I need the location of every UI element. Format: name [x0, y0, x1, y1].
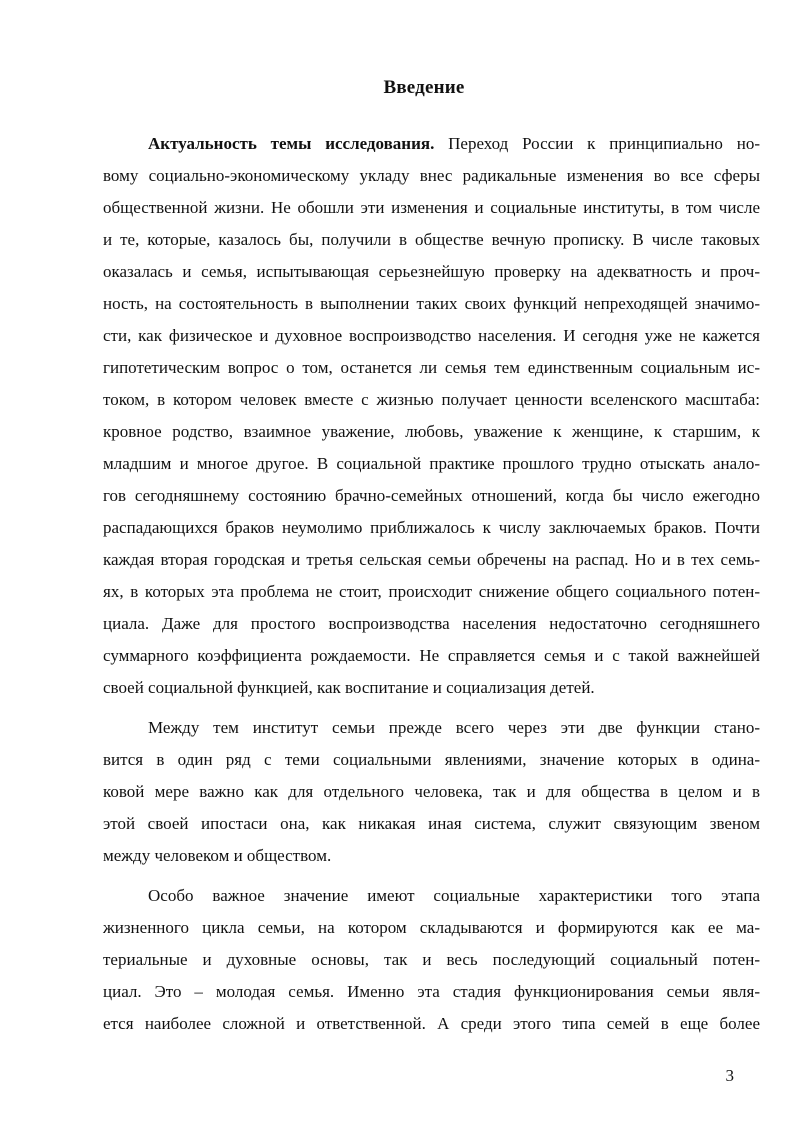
text-line: током, в котором человек вместе с жизнью получает ценности вселенского масштаба:: [103, 390, 760, 409]
text-line: и те, которые, казалось бы, получили в обществе вечную прописку. В числе таковых: [103, 230, 760, 249]
text-line: вится в один ряд с теми социальными явлениями, значение которых в одина-: [103, 750, 760, 769]
text-line: ется наиболее сложной и ответственной. А среди этого типа семей в еще более: [103, 1014, 760, 1033]
text-line: суммарного коэффициента рождаемости. Не справляется семья и с такой важнейшей: [103, 646, 760, 665]
text-line: жизненного цикла семьи, на котором складываются и формируются как ее ма-: [103, 918, 760, 937]
text-line: этой своей ипостаси она, как никакая иная система, служит связующим звеном: [103, 814, 760, 833]
text-line: ность, на состоятельность в выполнении таких своих функций непреходящей значимо-: [103, 294, 760, 313]
body-text: [103, 128, 760, 1040]
text-line: Между тем институт семьи прежде всего через эти две функции стано-: [148, 718, 760, 737]
text-line: вому социально-экономическому укладу внес радикальные изменения во все сферы: [103, 166, 760, 185]
text-line: каждая вторая городская и третья сельская семьи обречены на распад. Но и в тех семь-: [103, 550, 760, 569]
section-title: Введение: [383, 77, 465, 98]
text-line: [103, 128, 760, 160]
text-line: циал. Это – молодая семья. Именно эта стадия функционирования семьи явля-: [103, 982, 760, 1001]
text-line: териальные и духовные основы, так и весь последующий социальный потен-: [103, 950, 760, 969]
text-line: ковой мере важно как для отдельного человека, так и для общества в целом и в: [103, 782, 760, 801]
text-line: сти, как физическое и духовное воспроизводство населения. И сегодня уже не кажется: [103, 326, 760, 345]
text-line: оказалась и семья, испытывающая серьезнейшую проверку на адекватность и проч-: [103, 262, 760, 281]
text-line: циала. Даже для простого воспроизводства населения недостаточно сегодняшнего: [103, 614, 760, 633]
text-line: своей социальной функцией, как воспитание и социализация детей.: [103, 678, 595, 697]
text-line: общественной жизни. Не обошли эти изменения и социальные институты, в том числе: [103, 198, 760, 217]
text-line: кровное родство, взаимное уважение, любовь, уважение к женщине, к старшим, к: [103, 422, 760, 441]
page-number: 3: [725, 1066, 734, 1085]
text-line: гипотетическим вопрос о том, останется ли семья тем единственным социальным ис-: [103, 358, 760, 377]
lead-heading: Актуальность темы исследования.: [148, 134, 435, 153]
text-span: Переход России к принципиально но-: [434, 134, 760, 153]
text-line: младшим и многое другое. В социальной практике прошлого трудно отыскать анало-: [103, 454, 760, 473]
text-line: ях, в которых эта проблема не стоит, происходит снижение общего социального потен-: [103, 582, 760, 601]
text-line: между человеком и обществом.: [103, 846, 332, 865]
text-line: распадающихся браков неумолимо приближалось к числу заключаемых браков. Почти: [103, 518, 760, 537]
text-line: гов сегодняшнему состоянию брачно-семейных отношений, когда бы число ежегодно: [103, 486, 760, 505]
text-line: Особо важное значение имеют социальные характеристики того этапа: [148, 886, 760, 905]
